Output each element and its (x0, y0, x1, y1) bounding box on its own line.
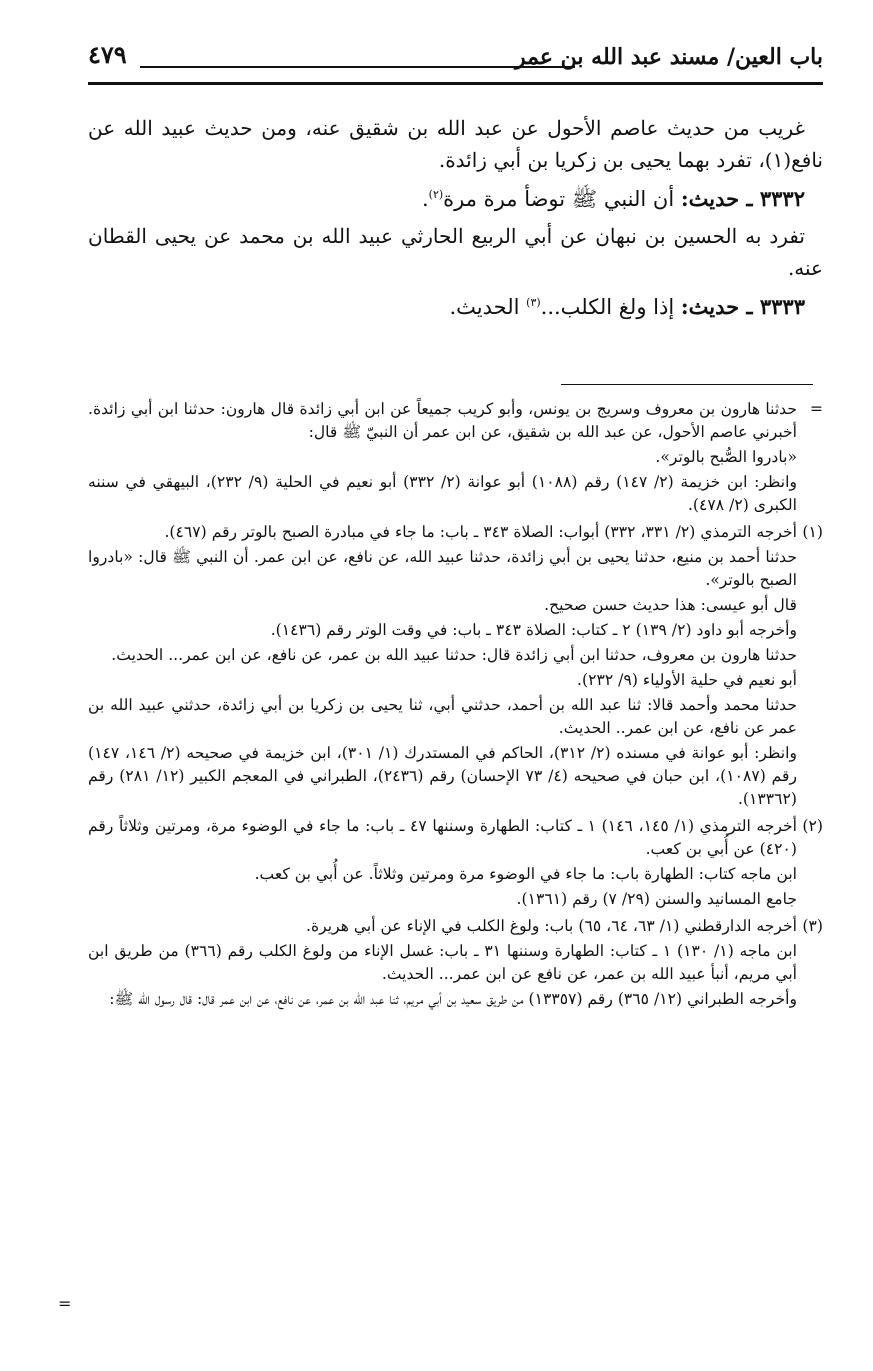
footnote-paragraph: حدثنا هارون بن معروف وسريج بن يونس، وأبو كريب جميعاً عن ابن أبي زائدة قال هارون: حدثنا ابن أبي زائدة. أخبرني عاصم الأحول، عن عبد الله بن شقيق، عن ابن عمر أن النبيّ ﷺ قال: (88, 400, 797, 441)
footnote-paragraph: حدثنا هارون بن معروف، حدثنا ابن أبي زائدة قال: حدثنا عبيد الله بن عمر، عن نافع، عن ابن عمر... الحديث. (111, 646, 797, 664)
main-text (88, 112, 823, 328)
footnote-paragraph: أخرجه الترمذي (٢/ ٣٣١، ٣٣٢) أبواب: الصلاة ٣٤٣ ـ باب: ما جاء في مبادرة الصبح بالوتر رقم (٤٦٧). (164, 523, 797, 541)
footnote-ref: (٣) (526, 296, 541, 309)
header-rule (140, 66, 575, 68)
footnote-paragraph: حدثنا أحمد بن منيع، حدثنا يحيى بن أبي زائدة، حدثنا عبيد الله، عن نافع، عن ابن عمر. أن النبي ﷺ قال: «بادروا الصبح بالوتر». (88, 548, 797, 589)
footnote-paragraph: وانظر: أبو عوانة في مسنده (٢/ ٣١٢)، الحاكم في المستدرك (١/ ٣٠١)، ابن خزيمة في صحيحه (٢/ ١٤٦، ١٤٧) رقم (١٠٨٧)، ابن حبان في صحيحه (٤/ ٧٣ الإحسان) رقم (٢٤٣٦)، الطبراني في المعجم الكبير (١٢/ ٢٨١) رقم (١٣٣٦٢). (88, 744, 798, 808)
footnotes (88, 398, 823, 1015)
hadith-3332 (88, 178, 823, 216)
header-divider (88, 82, 823, 85)
footnote-paragraph: أخرجه الدارقطني (١/ ٦٣، ٦٤، ٦٥) باب: ولوغ الكلب في الإناء عن أبي هريرة. (306, 917, 797, 935)
footnote-marker: (١) (802, 523, 823, 541)
page-header (88, 38, 823, 78)
footnote-paragraph: أبو نعيم في حلية الأولياء (٩/ ٢٣٢). (577, 671, 797, 689)
footnote-paragraph: حدثنا محمد وأحمد قالا: ثنا عبد الله بن أحمد، حدثني أبي، ثنا يحيى بن زكريا بن أبي زائدة، حدثني عبيد الله بن عمر عن نافع، عن ابن عمر.. الحديث. (88, 696, 797, 737)
footnote-separator (561, 384, 813, 385)
hadith-3333 (88, 286, 823, 324)
hadith-number: ٣٣٣٣ ـ حديث: (680, 294, 805, 319)
hadith-end: الحديث. (449, 295, 527, 319)
hadith-text: أن النبي ﷺ توضأ مرة مرة (443, 187, 675, 211)
paragraph-2: تفرد به الحسين بن نبهان عن أبي الربيع الحارثي عبيد الله بن محمد عن يحيى القطان عنه. (88, 224, 823, 280)
footnote-paragraph: «بادروا الصُّبح بالوتر». (655, 448, 797, 466)
footnote-paragraph: جامع المسانيد والسنن (٢٩/ ٧) رقم (١٣٦١). (516, 890, 797, 908)
footnote-paragraph: ابن ماجه (١/ ١٣٠) ١ ـ كتاب: الطهارة وسننها ٣١ ـ باب: غسل الإناء من ولوغ الكلب رقم (٣٦٦) من طريق ابن أبي مريم، أنبأ عبيد الله بن عمر، عن نافع عن ابن عمر... الحديث. (88, 942, 797, 983)
footnote-paragraph: أخرجه الترمذي (١/ ١٤٥، ١٤٦) ١ ـ كتاب: الطهارة وسننها ٤٧ ـ باب: ما جاء في الوضوء مرة، ومرتين وثلاثاً رقم (٤٢٠) عن أُبي بن كعب. (88, 817, 797, 858)
footnote-body (88, 815, 797, 913)
page-number: ٤٧٩ (88, 40, 127, 69)
footnote-paragraph: وأخرجه الطبراني (١٢/ ٣٦٥) رقم (١٣٣٥٧) من طريق سعيد بن أبي مريم، ثنا عبد الله بن عمر، عن نافع، عن ابن عمر قال: قال رسول الله ﷺ: (109, 990, 797, 1008)
footnote-paragraph: وانظر: ابن خزيمة (٢/ ١٤٧) رقم (١٠٨٨) أبو عوانة (٢/ ٣٣٢) أبو نعيم في الحلية (٩/ ٢٣٢)، البيهقي في سننه الكبرى (٢/ ٤٧٨). (88, 473, 797, 514)
footnote-continued (88, 398, 823, 519)
footnote-paragraph: وأخرجه أبو داود (٢/ ١٣٩) ٢ ـ كتاب: الصلاة ٣٤٣ ـ باب: في وقت الوتر رقم (١٤٣٦). (270, 621, 797, 639)
footnote-paragraph: قال أبو عيسى: هذا حديث حسن صحيح. (544, 596, 797, 614)
footnote-body (88, 915, 797, 1013)
footnote-marker: (٣) (802, 917, 823, 935)
running-title: باب العين/ مسند عبد الله بن عمر (515, 44, 823, 70)
paragraph-1: غريب من حديث عاصم الأحول عن عبد الله بن شقيق عنه، ومن حديث عبيد الله عن نافع(١)، تفرد بهما يحيى بن زكريا بن أبي زائدة. (88, 116, 823, 172)
hadith-end: . (421, 187, 429, 211)
footnote-2 (88, 815, 823, 913)
footnote-body (88, 521, 797, 813)
footnote-paragraph: ابن ماجه كتاب: الطهارة باب: ما جاء في الوضوء مرة ومرتين وثلاثاً. عن أُبي بن كعب. (254, 865, 797, 883)
footnote-ref: (٢) (428, 188, 444, 201)
footnote-marker: = (809, 400, 823, 418)
footnote-1 (88, 521, 823, 813)
footnote-marker: (٢) (802, 817, 823, 835)
continuation-marker: = (58, 1294, 72, 1313)
footnote-body (88, 398, 797, 519)
hadith-text: إذا ولغ الكلب... (540, 295, 675, 319)
footnote-3 (88, 915, 823, 1013)
hadith-number: ٣٣٣٢ ـ حديث: (680, 186, 805, 211)
